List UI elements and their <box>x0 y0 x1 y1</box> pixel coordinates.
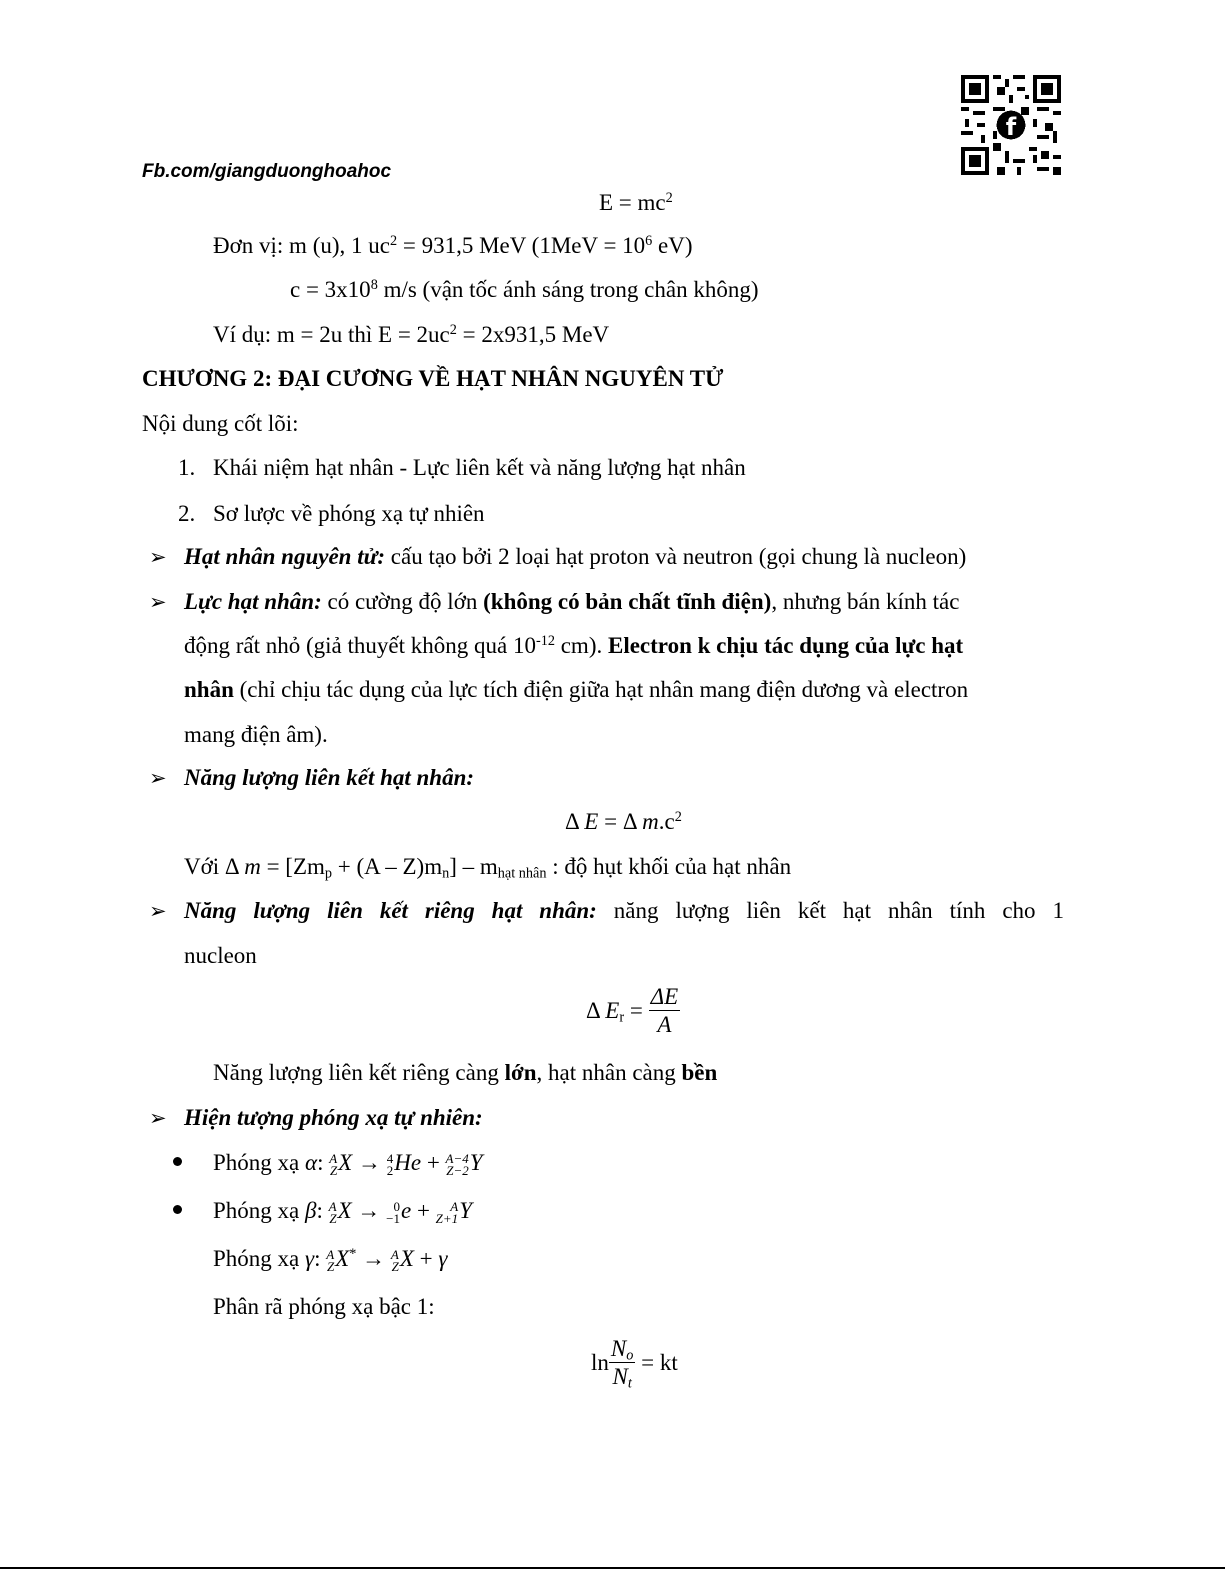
bullet-dot-icon <box>173 1205 182 1214</box>
svg-text:f: f <box>1005 113 1017 141</box>
first-order-formula: ln $\frac{N_o}{N_t}$ = kt <box>591 1336 678 1392</box>
energy-formula: $E = mc^2$ <box>599 190 673 215</box>
chapter-title: CHƯƠNG 2: ĐẠI CƯƠNG VỀ HẠT NHÂN NGUYÊN TỬ <box>142 366 724 391</box>
core-content-label: Nội dung cốt lõi: <box>142 411 299 436</box>
list-item: Sơ lược về phóng xạ tự nhiên <box>213 501 485 526</box>
nucleus-definition: Hạt nhân nguyên tử: cấu tạo bởi 2 loại hạt proton và neutron (gọi chung là nucleon) <box>184 544 967 569</box>
force-line-1: Lực hạt nhân: có cường độ lớn (không có bản chất tĩnh điện), nhưng bán kính tác <box>184 589 960 614</box>
qr-code-icon <box>961 75 1061 175</box>
specific-binding-formula: Δ $E_r$ = $\frac{\Delta E}{A}$ <box>586 984 679 1037</box>
gamma-decay-line: Phóng xạ γ: A Z X* → A Z X + γ <box>213 1246 448 1274</box>
alpha-decay-line: Phóng xạ α: A Z X → 4 2 He + A−4 Z−2 Y <box>213 1150 483 1178</box>
arrow-bullet-icon: ➢ <box>149 766 167 790</box>
arrow-bullet-icon: ➢ <box>149 590 167 614</box>
list-item: Khái niệm hạt nhân - Lực liên kết và năng lượng hạt nhân <box>213 455 746 480</box>
bullet-dot-icon <box>173 1157 182 1166</box>
specific-binding-line-1: Năng lượng liên kết riêng hạt nhân: năng lượng liên kết hạt nhân tính cho 1 <box>184 898 1064 923</box>
binding-energy-heading: Năng lượng liên kết hạt nhân: <box>184 765 475 790</box>
page-bottom-rule <box>0 1567 1225 1569</box>
binding-energy-formula: Δ E = Δ $m.c^2$ <box>565 809 682 834</box>
specific-binding-line-2: nucleon <box>184 943 257 968</box>
arrow-bullet-icon: ➢ <box>149 899 167 923</box>
beta-decay-line: Phóng xạ β: A Z X → 0 −1 e + A Z+1 Y <box>213 1198 472 1226</box>
force-line-4: mang điện âm). <box>184 722 328 747</box>
list-item-number: 2. <box>178 501 196 526</box>
list-item-number: 1. <box>178 455 196 480</box>
force-line-3: nhân (chỉ chịu tác dụng của lực tích điện giữa hạt nhân mang điện dương và electron <box>184 677 969 702</box>
decay-heading: Hiện tượng phóng xạ tự nhiên: <box>184 1105 483 1130</box>
arrow-bullet-icon: ➢ <box>149 1106 167 1130</box>
stability-note: Năng lượng liên kết riêng càng lớn, hạt nhân càng bền <box>213 1060 718 1085</box>
mass-defect-line: Với Δ $m = [Zm_p + (A - Z)m_n] - m_{hạt nhân}$ : độ hụt khối của hạt nhân <box>184 854 792 882</box>
first-order-decay-label: Phân rã phóng xạ bậc 1: <box>213 1294 435 1319</box>
unit-line: Đơn vị: m (u), 1 $uc^2 = 931,5$ MeV ($1MeV = 10^6$ eV) <box>213 233 693 258</box>
arrow-bullet-icon: ➢ <box>149 545 167 569</box>
force-line-2: động rất nhỏ (giả thuyết không quá $10^{-12}$ cm). Electron k chịu tác dụng của lực hạt <box>184 633 964 658</box>
speed-of-light-line: $c = 3x10^8$ m/s (vận tốc ánh sáng trong chân không) <box>290 277 759 302</box>
facebook-link[interactable]: Fb.com/giangduonghoahoc <box>142 161 392 182</box>
example-line: Ví dụ: m = 2u thì $E = 2uc^2 = 2x931,5$ MeV <box>213 322 610 347</box>
